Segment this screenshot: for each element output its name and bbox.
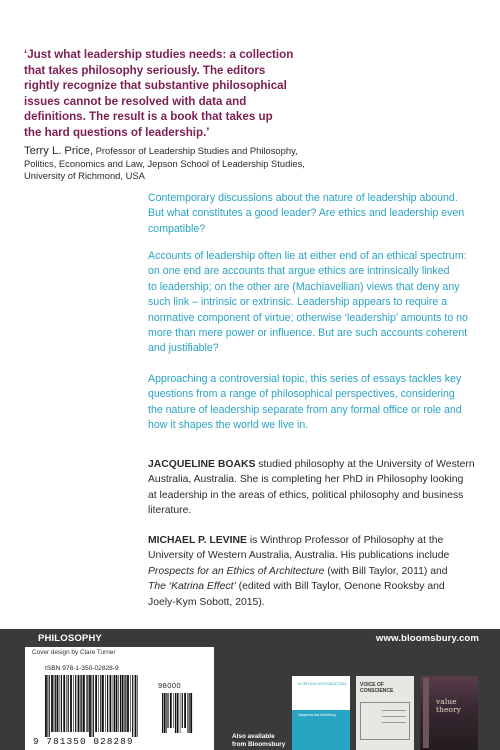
blurb-line: Contemporary discussions about the nature of leadership abound. — [148, 192, 458, 204]
book-cover-spine — [423, 678, 429, 748]
related-book-2 — [356, 676, 414, 750]
quote-line: issues cannot be resolved with data and — [24, 94, 247, 108]
also-available-line: from Bloomsbury — [232, 741, 286, 748]
cover-credit: Cover design by Clare Turner — [32, 649, 116, 656]
quote-line: the hard questions of leadership.’ — [24, 125, 210, 139]
bio-line — [148, 564, 488, 579]
barcode-digits: 9 781350 028289 — [33, 736, 134, 747]
endorsement-quote — [24, 47, 480, 141]
price-code: 98000 — [158, 681, 182, 690]
attribution-line — [24, 145, 324, 158]
bio-text: (with Bill Taylor, 2011) and — [324, 565, 448, 577]
quote-line: that takes philosophy seriously. The editors — [24, 63, 266, 77]
blurb-paragraph-2 — [148, 249, 488, 357]
also-available-label — [232, 733, 285, 749]
attribution-line: University of Richmond, USA — [24, 169, 145, 181]
quote-line: ‘Just what leadership studies needs: a collection — [24, 48, 294, 61]
isbn-label: ISBN 978-1-350-02828-9 — [45, 665, 119, 672]
book-title: The ‘Katrina Effect’ — [148, 581, 236, 593]
book-cover-rule — [382, 710, 406, 711]
blurb-line: to leadership; on the other are (Machiavellian) views that deny any — [148, 280, 460, 293]
price-barcode-icon — [160, 693, 200, 737]
bio-text: is Winthrop Professor of Philosophy at the — [246, 535, 444, 546]
blurb-line: how it shapes the world we live in. — [148, 419, 309, 432]
bio-line: literature. — [148, 505, 192, 517]
bio-text: (edited with Bill Taylor, Oenone Rooksby and — [235, 581, 445, 593]
blurb-paragraph-3 — [148, 372, 488, 434]
book-cover-frame — [360, 702, 410, 740]
attribution-title: Professor of Leadership Studies and Philosophy, — [95, 145, 298, 156]
attribution-line: Politics, Economics and Law, Jepson School of Leadership Studies, — [24, 157, 305, 169]
blurb-line: But what constitutes a good leader? Are ethics and leadership even — [148, 207, 465, 220]
author-name: JACQUELINE BOAKS — [148, 459, 256, 470]
also-available-line: Also available — [232, 733, 275, 740]
related-book-3 — [420, 676, 478, 750]
barcode-icon — [43, 675, 155, 737]
quote-line: definitions. The result is a book that takes up — [24, 110, 273, 124]
bio-line — [148, 533, 488, 548]
blurb-line: more than mere power or influence. But are such accounts coherent — [148, 327, 468, 340]
blurb-line: normative component of virtue; otherwise ‘leadership’ amounts to no — [148, 311, 468, 324]
quote-attribution — [24, 145, 324, 181]
related-book-subtitle: Happiness and Well-Being — [298, 713, 336, 717]
book-cover-rule — [382, 716, 406, 717]
blurb-paragraph-1 — [148, 191, 488, 237]
bio-line: Joely-Kym Sobott, 2015). — [148, 596, 265, 608]
blurb-line: compatible? — [148, 222, 206, 235]
attribution-name: Terry L. Price, — [24, 145, 94, 157]
bio-line: at leadership in the areas of ethics, political philosophy and business — [148, 489, 464, 501]
book-title: Prospects for an Ethics of Architecture — [148, 565, 325, 577]
blurb-line: Accounts of leadership often lie at either end of an ethical spectrum: — [148, 250, 467, 262]
blurb-line: such link – intrinsic or extrinsic. Leadership appears to require a — [148, 296, 448, 309]
bio-text: studied philosophy at the University of Western — [255, 459, 475, 470]
related-book-title: value theory — [436, 697, 461, 715]
blurb-line: Approaching a controversial topic, this series of essays tackles key — [148, 373, 462, 385]
publisher-url: www.bloomsbury.com — [375, 633, 479, 644]
author-name: MICHAEL P. LEVINE — [148, 535, 247, 546]
bio-line: University of Western Australia, Australia. His publications include — [148, 550, 450, 562]
related-book-title: A CRITICAL INTRODUCTION — [298, 682, 346, 686]
barcode-panel — [25, 647, 214, 750]
related-book-title: VOICE OF CONSCIENCE — [360, 682, 394, 694]
cover-footer — [0, 629, 500, 750]
blurb-line: questions from a range of philosophical perspectives, considering — [148, 388, 455, 401]
bio-line — [148, 579, 488, 594]
related-book-1 — [292, 676, 350, 750]
blurb-line: the nature of leadership separate from any formal office or role and — [148, 403, 462, 416]
blurb-line: on one end are accounts that argue ethics are intrinsically linked — [148, 265, 450, 278]
blurb-line: and justifiable? — [148, 342, 219, 355]
author-bio-levine — [148, 533, 488, 610]
bio-line — [148, 457, 488, 472]
bio-line: Australia, Australia. She is completing her PhD in Philosophy looking — [148, 474, 464, 486]
book-cover-rule — [382, 722, 406, 723]
author-bio-boaks — [148, 457, 488, 519]
category-label: PHILOSOPHY — [38, 633, 102, 644]
quote-line: rightly recognize that substantive philosophical — [24, 79, 287, 93]
